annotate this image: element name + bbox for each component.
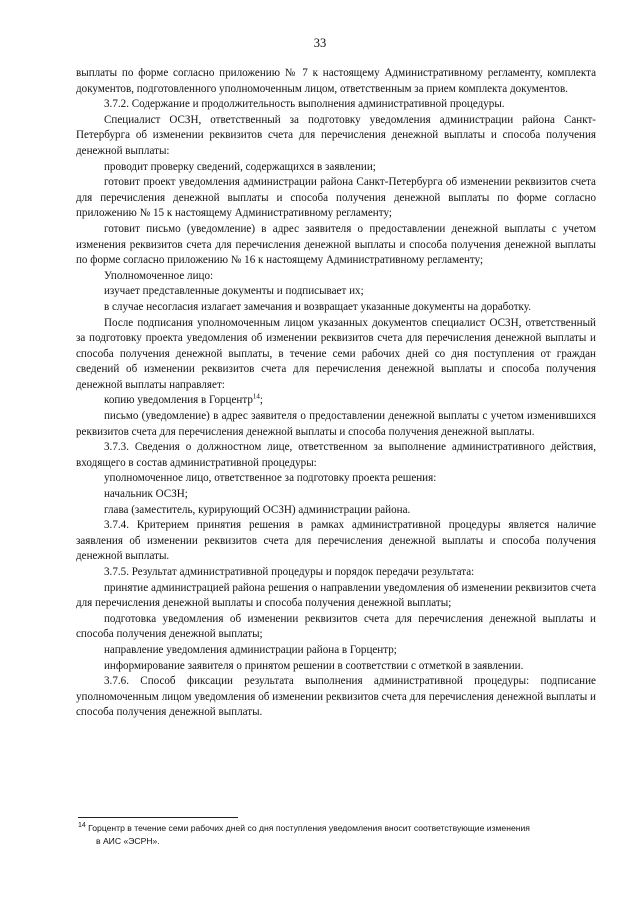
footnote-line xyxy=(78,822,598,835)
list-item: начальник ОСЗН; xyxy=(104,488,188,501)
document-body xyxy=(76,66,596,721)
list-item-text: копию уведомления в Горцентр xyxy=(104,394,253,407)
list-item: в случае несогласия излагает замечания и возвращает указанные документы на доработку. xyxy=(104,300,531,313)
list-item: письмо (уведомление) в адрес заявителя о предоставлении денежной выплаты с учетом изменившихся реквизитов счета для перечисления денежной выплаты и способа получения денежной выплаты. xyxy=(76,410,596,438)
list-item: проводит проверку сведений, содержащихся в заявлении; xyxy=(104,160,376,173)
list-item: готовит письмо (уведомление) в адрес заявителя о предоставлении денежной выплаты с учетом изменения реквизитов счета для перечисления денежной выплаты и способа получения денежной выплаты по форме согласно приложению № 16 к настоящему Административному регламенту; xyxy=(76,222,596,267)
section-heading-3-7-5: 3.7.5. Результат административной процедуры и порядок передачи результата: xyxy=(104,566,475,578)
footnote-ref: 14 xyxy=(252,392,260,401)
footnote xyxy=(78,822,598,848)
paragraph: После подписания уполномоченным лицом указанных документов специалист ОСЗН, ответственный за подготовку проекта уведомления об изменении реквизитов счета для перечисления денежной выплаты и способа получения денежной выплаты, в течение семи рабочих дней со дня поступления от граждан сведений об изменении реквизитов счета для перечисления денежной выплаты и способа получения денежной выплаты направляет: xyxy=(76,316,596,391)
list-item: уполномоченное лицо, ответственное за подготовку проекта решения: xyxy=(104,472,437,485)
paragraph: Уполномоченное лицо: xyxy=(104,269,214,282)
list-item: принятие администрацией района решения о направлении уведомления об изменении реквизитов счета для перечисления денежной выплаты и способа получения денежной выплаты; xyxy=(76,581,596,610)
list-item xyxy=(76,393,596,409)
footnote-divider xyxy=(78,817,238,818)
footnote-marker: 14 xyxy=(78,822,86,830)
section-heading-3-7-4: 3.7.4. Критерием принятия решения в рамках административной процедуры является наличие заявления об изменении реквизитов счета для перечисления денежной выплаты и способа получения денежной выплаты. xyxy=(76,519,596,563)
footnote-text: Горцентр в течение семи рабочих дней со дня поступления уведомления вносит соответствующие изменения xyxy=(85,823,530,833)
section-heading-3-7-2: 3.7.2. Содержание и продолжительность выполнения административной процедуры. xyxy=(104,98,505,111)
paragraph: выплаты по форме согласно приложению № 7 к настоящему Административному регламенту, комплекта документов, подготовленного уполномоченным лицом, ответственным за прием комплекта документов. xyxy=(76,67,596,95)
list-item: подготовка уведомления об изменении реквизитов счета для перечисления денежной выплаты и способа получения денежной выплаты; xyxy=(76,612,596,641)
list-item: направление уведомления администрации района в Горцентр; xyxy=(104,643,397,656)
list-item: глава (заместитель, курирующий ОСЗН) администрации района. xyxy=(104,503,411,516)
list-item: информирование заявителя о принятом решении в соответствии с отметкой в заявлении. xyxy=(104,659,524,672)
footnote-line: в АИС «ЭСРН». xyxy=(96,836,160,846)
page-number: 33 xyxy=(313,36,327,50)
list-item-suffix: ; xyxy=(259,394,263,407)
section-heading-3-7-6: 3.7.6. Способ фиксации результата выполнения административной процедуры: подписание уполномоченным лицом уведомления об изменении реквизитов счета для перечисления денежной выплаты и способа получения денежной выплаты. xyxy=(76,675,596,719)
paragraph: Специалист ОСЗН, ответственный за подготовку уведомления администрации района Санкт-Петербурга об изменении реквизитов счета для перечисления денежной выплаты и способа получения денежной выплаты: xyxy=(76,113,596,157)
section-heading-3-7-3: 3.7.3. Сведения о должностном лице, ответственном за выполнение административного действия, входящего в состав административной процедуры: xyxy=(76,441,596,469)
list-item: изучает представленные документы и подписывает их; xyxy=(104,285,364,298)
list-item: готовит проект уведомления администрации района Санкт-Петербурга об изменении реквизитов счета для перечисления денежной выплаты и способа получения денежной выплаты по форме согласно приложению № 15 к настоящему Административному регламенту; xyxy=(76,176,596,220)
